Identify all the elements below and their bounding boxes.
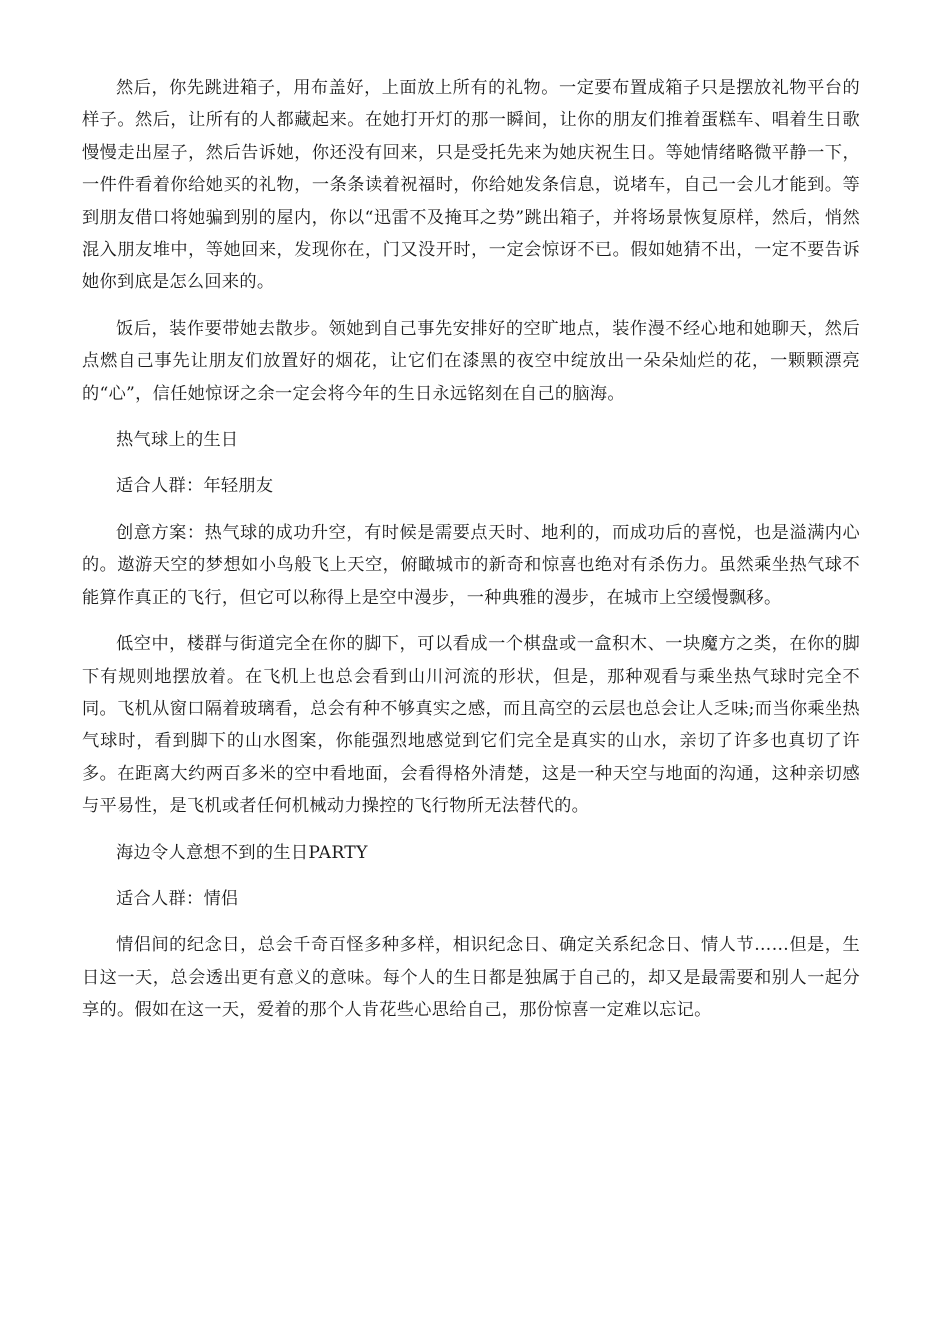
audience-label-young-friends: 适合人群：年轻朋友 [116, 476, 274, 497]
document-body [82, 72, 860, 1041]
section-title-hot-air-balloon: 热气球上的生日 [116, 430, 239, 451]
paragraph-box-surprise: 然后，你先跳进箱子，用布盖好，上面放上所有的礼物。一定要布置成箱子只是摆放礼物平台的样子。然后，让所有的人都藏起来。在她打开灯的那一瞬间，让你的朋友们推着蛋糕车、唱着生日歌慢慢走出屋子，然后告诉她，你还没有回来，只是受托先来为她庆祝生日。等她情绪略微平静一下，一件件看着你给她买的礼物，一条条读着祝福时，你给她发条信息，说堵车，自己一会儿才能到。等到朋友借口将她骗到别的屋内，你以“迅雷不及掩耳之势”跳出箱子，并将场景恢复原样，然后，悄然混入朋友堆中，等她回来，发现你在，门又没开时，一定会惊讶不已。假如她猜不出，一定不要告诉她你到底是怎么回来的。 [82, 78, 860, 293]
paragraph-creative-plan: 创意方案：热气球的成功升空，有时候是需要点天时、地利的，而成功后的喜悦，也是溢满内心的。遨游天空的梦想如小鸟般飞上天空，俯瞰城市的新奇和惊喜也绝对有杀伤力。虽然乘坐热气球不能算作真正的飞行，但它可以称得上是空中漫步，一种典雅的漫步，在城市上空缓慢飘移。 [82, 522, 860, 608]
paragraph-low-altitude: 低空中，楼群与街道完全在你的脚下，可以看成一个棋盘或一盒积木、一块魔方之类，在你的脚下有规则地摆放着。在飞机上也总会看到山川河流的形状，但是，那种观看与乘坐热气球时完全不同。飞机从窗口隔着玻璃看，总会有种不够真实之感，而且高空的云层也总会让人乏味;而当你乘坐热气球时，看到脚下的山水图案，你能强烈地感觉到它们完全是真实的山水，亲切了许多也真切了许多。在距离大约两百多米的空中看地面，会看得格外清楚，这是一种天空与地面的沟通，这种亲切感与平易性，是飞机或者任何机械动力操控的飞行物所无法替代的。 [82, 634, 860, 817]
paragraph-fireworks: 饭后，装作要带她去散步。领她到自己事先安排好的空旷地点，装作漫不经心地和她聊天，然后点燃自己事先让朋友们放置好的烟花，让它们在漆黑的夜空中绽放出一朵朵灿烂的花，一颗颗漂亮的“心”，信任她惊讶之余一定会将今年的生日永远铭刻在自己的脑海。 [82, 318, 860, 404]
paragraph-couples-anniversary: 情侣间的纪念日，总会千奇百怪多种多样，相识纪念日、确定关系纪念日、情人节……但是，生日这一天，总会透出更有意义的意味。每个人的生日都是独属于自己的，却又是最需要和别人一起分享的。假如在这一天，爱着的那个人肯花些心思给自己，那份惊喜一定难以忘记。 [82, 935, 860, 1021]
section-title-beach-party: 海边令人意想不到的生日PARTY [116, 842, 368, 863]
audience-label-couples: 适合人群：情侣 [116, 888, 239, 909]
